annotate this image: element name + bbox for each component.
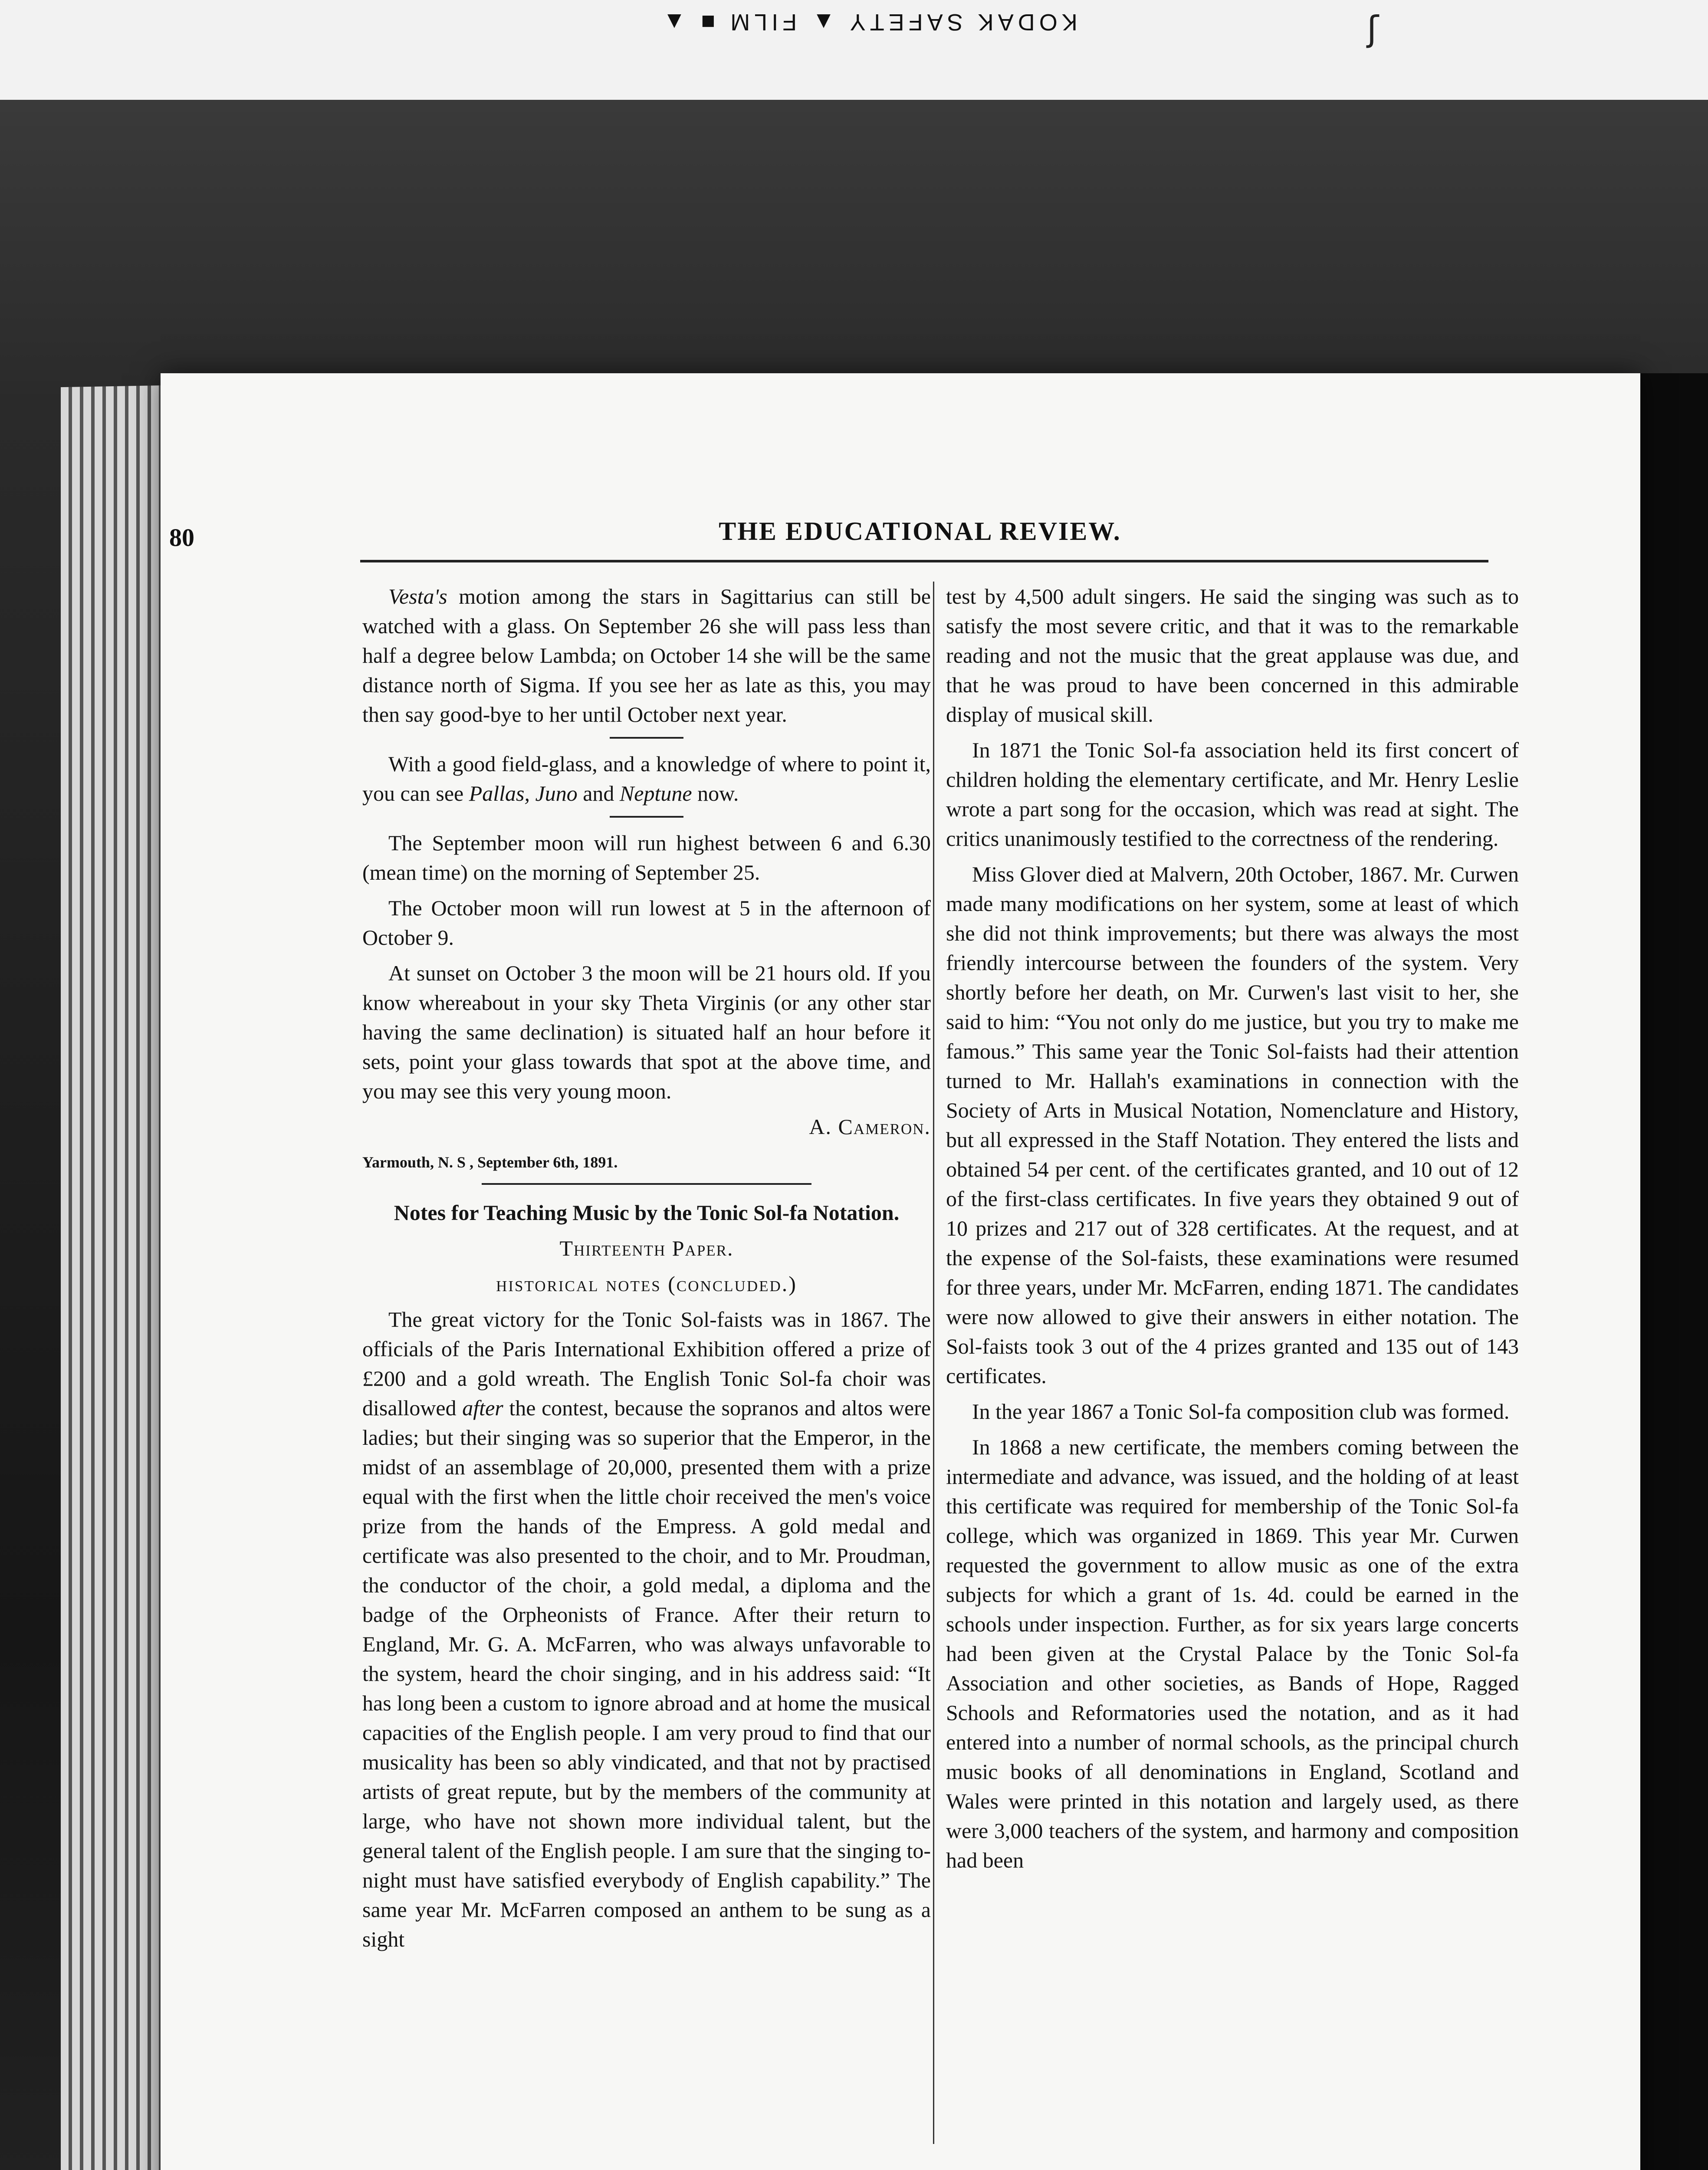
astronomy-paragraph-vesta: Vesta's motion among the stars in Sagittarius can still be watched with a glass. On September 26 she will pass less than half a degree below Lambda; on October 14 she will be the same distance north of Sigma. If you see her as late as this, you may then say good-bye to her until October next year. [362, 584, 931, 727]
running-title: THE EDUCATIONAL REVIEW. [719, 517, 1121, 546]
page-number: 80 [169, 523, 194, 552]
article-subhead: historical notes (concluded.) [496, 1272, 797, 1296]
article-paragraph-paris: The great victory for the Tonic Sol-faists was in 1867. The officials of the Paris International Exhibition offered a prize of £200 and a gold wreath. The English Tonic Sol-fa choir was disallowed after the contest, because the sopranos and altos were ladies; but their singing was so superior that the Emperor, in the midst of an assemblage of 20,000, presented them with a prize equal with the first when the little choir received the men's voice prize from the hands of the Empress. A gold medal and certificate was also presented to the choir, and to Mr. Proudman, the conductor of the choir, a gold medal, a diploma and the badge of the Orpheonists of France. After their return to England, Mr. G. A. McFarren, who was always unfavorable to the system, heard the choir singing, and in his address said: “It has long been a custom to ignore abroad and at home the musical capacities of the English people. I am very proud to find that our musicality has been so ably vindicated, and that not by practised artists of great repute, but by the members of the community at large, who have not shown more individual talent, but the general talent of the English people. I am sure that the singing to-night must have satisfied everybody of English capability.” The same year Mr. McFarren composed an anthem to be sung as a sight [362, 1307, 931, 1951]
section-rule [482, 1183, 811, 1185]
article-title: Notes for Teaching Music by the Tonic Sol-fa Notation. [394, 1200, 900, 1225]
film-edge-strip [0, 0, 1708, 100]
article-paragraph-sight-test: test by 4,500 adult singers. He said the singing was such as to satisfy the most severe critic, and that it was to the remarkable reading and not the music that the great applause was due, and that he was proud to have been concerned in this admirable display of musical skill. [946, 584, 1519, 727]
article-paragraph-1868-certificate: In 1868 a new certificate, the members coming between the intermediate and advance, was issued, and the holding of at least this certificate was required for membership of the Tonic Sol-fa college, which was organized in 1869. This year Mr. Curwen requested the government to allow music as one of the extra subjects for which a grant of 1s. 4d. could be earned in the schools under inspection. Further, as for six years large concerts had been given at the Crystal Palace by the Tonic Sol-fa Association and other societies, as Bands of Hope, Ragged Schools and Reformatories used the notation, and as it had entered into a number of normal schools, as the principal church music books of all denominations in England, Scotland and Wales were printed in this notation and largely used, as there were 3,000 teachers of the system, and harmony and composition had been [946, 1435, 1519, 1872]
short-rule [610, 737, 683, 739]
article-paragraph-1871-concert: In 1871 the Tonic Sol-fa association held its first concert of children holding the elementary certificate, and Mr. Henry Leslie wrote a part song for the occasion, which was read at sight. The critics unanimously testified to the correctness of the rendering. [946, 738, 1519, 851]
astronomy-paragraph-october-moon: The October moon will run lowest at 5 in the afternoon of October 9. [362, 896, 931, 950]
vesta-italic: Vesta's [388, 584, 447, 608]
astronomy-paragraph-september-moon: The September moon will run highest between 6 and 6.30 (mean time) on the morning of September 25. [362, 831, 931, 884]
film-corner-mark: ʃ [1367, 9, 1379, 49]
article-paragraph-composition-club: In the year 1867 a Tonic Sol-fa composition club was formed. [972, 1399, 1510, 1424]
column-divider [933, 582, 934, 2144]
header-rule [360, 560, 1488, 562]
short-rule [610, 816, 683, 818]
left-column [362, 582, 931, 1960]
film-edge-text: KODAK SAFETY ▲ FILM ■ ▲ [658, 9, 1077, 35]
article-paragraph-miss-glover: Miss Glover died at Malvern, 20th October, 1867. Mr. Curwen made many modifications on her system, some at least of which she did not think improvements; but there was always the most friendly intercourse between the founders of the system. Very shortly before her death, on Mr. Curwen's last visit to her, she said to him: “You not only do me justice, but you try to make me famous.” This same year the Tonic Sol-faists had their attention turned to Mr. Hallah's examinations in connection with the Society of Arts in Musical Notation, Nomenclature and History, but all expressed in the Staff Notation. They entered the lists and obtained 54 per cent. of the certificates granted, and 10 out of 12 of the first-class certificates. In five years they obtained 9 out of 10 prizes and 217 out of 328 certificates. At the request, and at the expense of the Sol-faists, these examinations were resumed for three years, under Mr. McFarren, ending 1871. The candidates were now allowed to give their answers in either notation. The Sol-faists took 3 out of the 4 prizes granted and 135 out of 143 certificates. [946, 862, 1519, 1388]
astronomy-paragraph-sunset: At sunset on October 3 the moon will be 21 hours old. If you know whereabout in your sky Theta Virginis (or any other star having the same declination) is situated half an hour before it sets, point your glass towards that spot at the above time, and you may see this very young moon. [362, 961, 931, 1103]
article-subtitle: Thirteenth Paper. [559, 1236, 734, 1260]
right-column [946, 582, 1519, 1881]
dateline: Yarmouth, N. S , September 6th, 1891. [362, 1154, 618, 1171]
author-signature: A. Cameron. [809, 1115, 931, 1139]
book-page-edges-left [61, 385, 165, 2170]
astronomy-paragraph-fieldglass: With a good field-glass, and a knowledge of where to point it, you can see Pallas, Juno and Neptune now. [362, 752, 931, 806]
